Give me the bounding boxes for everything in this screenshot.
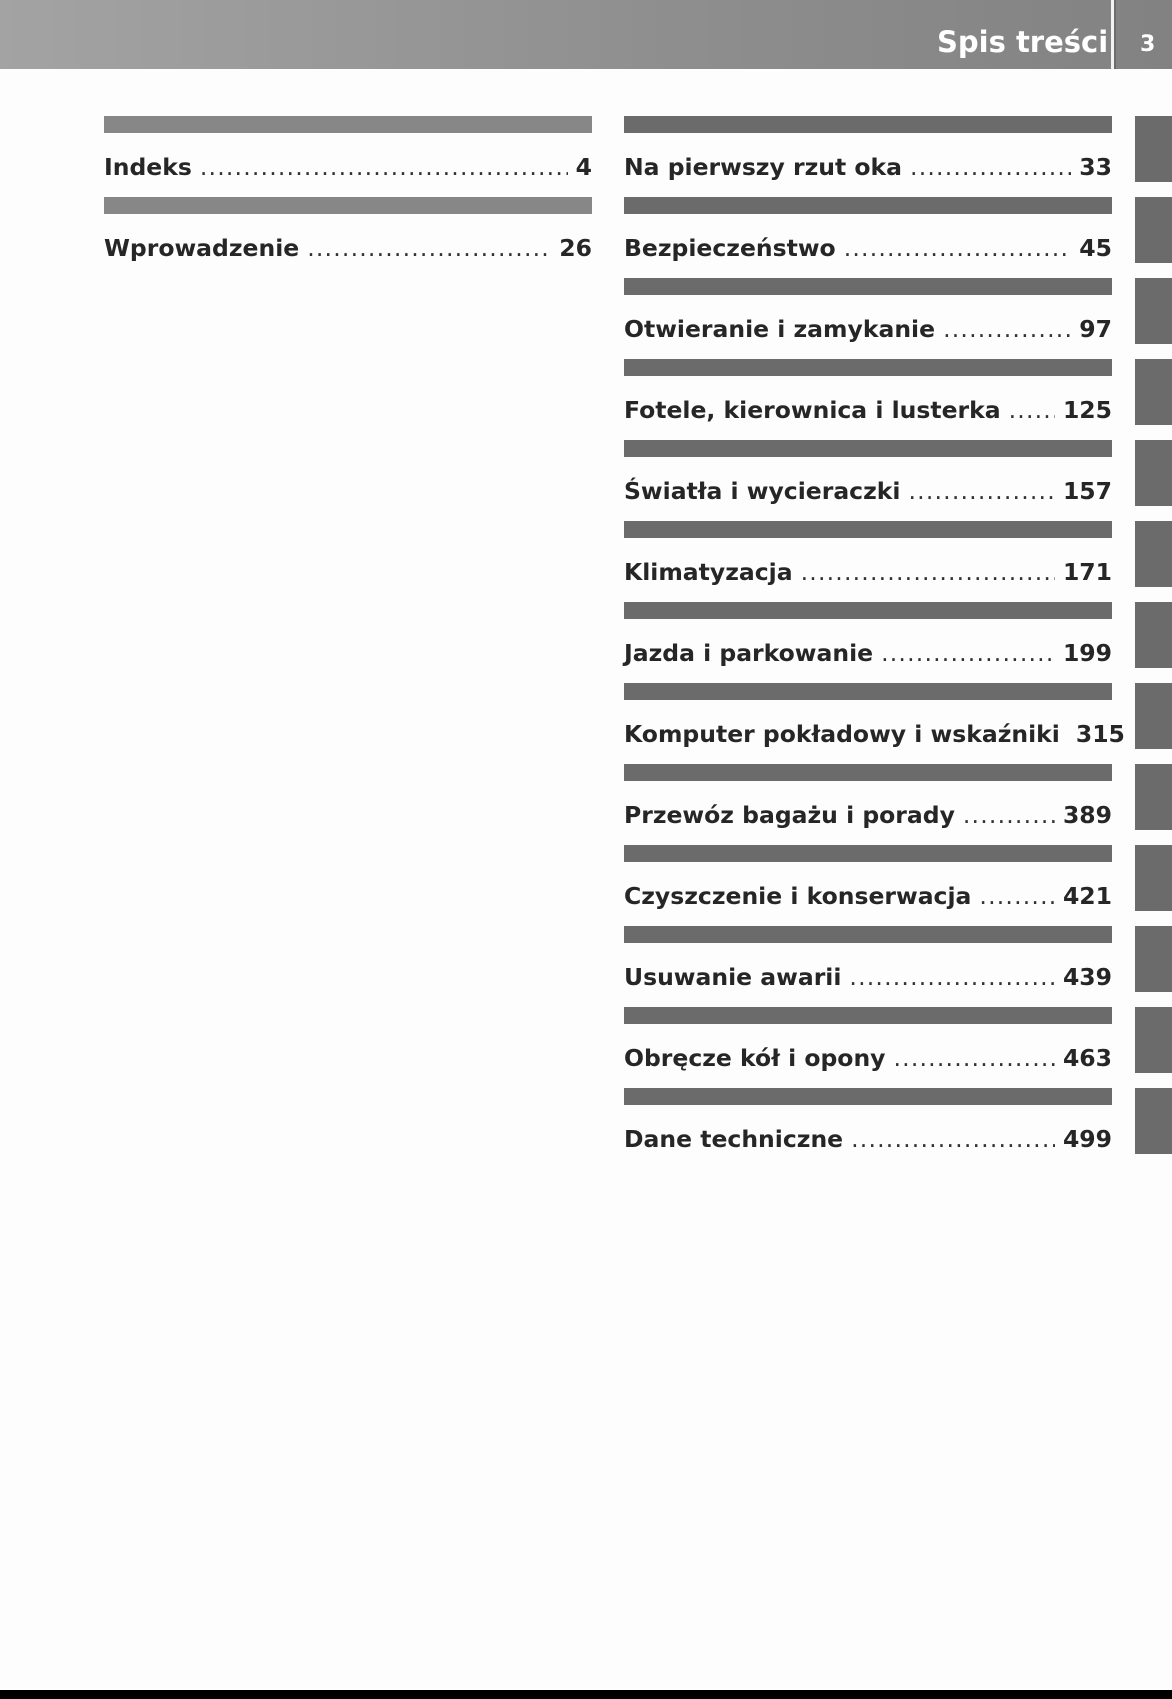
toc-entry-label: Przewóz bagażu i porady <box>624 801 955 829</box>
section-bar <box>104 197 592 214</box>
toc-entry-label: Obręcze kół i opony <box>624 1044 886 1072</box>
section-bar <box>624 1007 1112 1024</box>
section-bar <box>624 764 1112 781</box>
toc-entry-page: 97 <box>1079 315 1112 343</box>
toc-entry[interactable] <box>624 1041 1112 1075</box>
toc-entry[interactable] <box>624 312 1112 346</box>
section-thumb-tab[interactable] <box>1135 602 1172 668</box>
toc-entry[interactable] <box>624 879 1112 913</box>
dot-leader <box>943 312 1071 346</box>
toc-entry-page: 4 <box>575 153 592 181</box>
dot-leader <box>307 231 551 265</box>
toc-entry-page: 157 <box>1062 477 1112 505</box>
dot-leader <box>910 150 1071 184</box>
section-thumb-tab[interactable] <box>1135 197 1172 263</box>
toc-entry[interactable] <box>104 150 592 184</box>
section-thumb-tab[interactable] <box>1135 764 1172 830</box>
section-bar <box>624 683 1112 700</box>
section-thumb-tab[interactable] <box>1135 359 1172 425</box>
bottom-edge-bar <box>0 1690 1172 1699</box>
toc-entry[interactable] <box>624 636 1112 670</box>
toc-entry-page: 26 <box>559 234 592 262</box>
toc-entry-page: 199 <box>1062 639 1112 667</box>
toc-entry-page: 45 <box>1079 234 1112 262</box>
dot-leader <box>851 1122 1055 1156</box>
toc-entry-label: Światła i wycieraczki <box>624 477 901 505</box>
toc-entry[interactable] <box>624 474 1112 508</box>
dot-leader <box>908 474 1054 508</box>
section-thumb-tab[interactable] <box>1135 116 1172 182</box>
toc-entry-page: 33 <box>1079 153 1112 181</box>
toc-entry-label: Jazda i parkowanie <box>624 639 874 667</box>
section-bar <box>624 602 1112 619</box>
toc-entry[interactable] <box>624 150 1112 184</box>
toc-entry-label: Na pierwszy rzut oka <box>624 153 903 181</box>
section-bar <box>624 440 1112 457</box>
toc-entry-label: Komputer pokładowy i wskaźniki <box>624 720 1060 748</box>
section-bar <box>624 845 1112 862</box>
toc-entry-label: Fotele, kierownica i lusterka <box>624 396 1001 424</box>
section-thumb-tab[interactable] <box>1135 1088 1172 1154</box>
toc-entry-label: Otwieranie i zamykanie <box>624 315 936 343</box>
dot-leader <box>963 798 1055 832</box>
toc-entry[interactable] <box>624 555 1112 589</box>
toc-entry-label: Bezpieczeństwo <box>624 234 836 262</box>
toc-entry[interactable] <box>624 231 1112 265</box>
toc-entry-label: Wprowadzenie <box>104 234 300 262</box>
toc-entry[interactable] <box>624 717 1125 751</box>
section-bar <box>624 197 1112 214</box>
dot-leader <box>1009 393 1055 427</box>
section-bar <box>624 521 1112 538</box>
section-bar <box>624 359 1112 376</box>
toc-entry-page: 439 <box>1062 963 1112 991</box>
section-thumb-tab[interactable] <box>1135 926 1172 992</box>
toc-entry-label: Indeks <box>104 153 192 181</box>
toc-entry-page: 463 <box>1062 1044 1112 1072</box>
section-thumb-tab[interactable] <box>1135 683 1172 749</box>
toc-entry-label: Dane techniczne <box>624 1125 844 1153</box>
section-bar <box>104 116 592 133</box>
toc-entry-page: 125 <box>1062 396 1112 424</box>
section-thumb-tab[interactable] <box>1135 521 1172 587</box>
header-divider-shadow <box>1114 0 1116 69</box>
section-thumb-tab[interactable] <box>1135 845 1172 911</box>
toc-entry-label: Usuwanie awarii <box>624 963 842 991</box>
page-title: Spis treści <box>937 25 1109 59</box>
toc-entry[interactable] <box>104 231 592 265</box>
page-header <box>0 0 1172 69</box>
toc-entry[interactable] <box>624 960 1112 994</box>
dot-leader <box>979 879 1055 913</box>
toc-entry-page: 171 <box>1062 558 1112 586</box>
toc-entry-page: 499 <box>1062 1125 1112 1153</box>
dot-leader <box>200 150 568 184</box>
toc-entry-label: Klimatyzacja <box>624 558 793 586</box>
dot-leader <box>881 636 1055 670</box>
dot-leader <box>894 1041 1055 1075</box>
section-thumb-tab[interactable] <box>1135 1007 1172 1073</box>
toc-entry-page: 421 <box>1062 882 1112 910</box>
toc-entry[interactable] <box>624 798 1112 832</box>
section-bar <box>624 926 1112 943</box>
dot-leader <box>849 960 1055 994</box>
section-bar <box>624 1088 1112 1105</box>
toc-entry[interactable] <box>624 1122 1112 1156</box>
section-bar <box>624 116 1112 133</box>
section-thumb-tab[interactable] <box>1135 278 1172 344</box>
section-bar <box>624 278 1112 295</box>
toc-entry-label: Czyszczenie i konserwacja <box>624 882 972 910</box>
dot-leader <box>801 555 1055 589</box>
toc-entry[interactable] <box>624 393 1112 427</box>
page-number: 3 <box>1140 32 1156 57</box>
toc-entry-page: 315 <box>1075 720 1125 748</box>
section-thumb-tab[interactable] <box>1135 440 1172 506</box>
toc-entry-page: 389 <box>1062 801 1112 829</box>
dot-leader <box>844 231 1072 265</box>
